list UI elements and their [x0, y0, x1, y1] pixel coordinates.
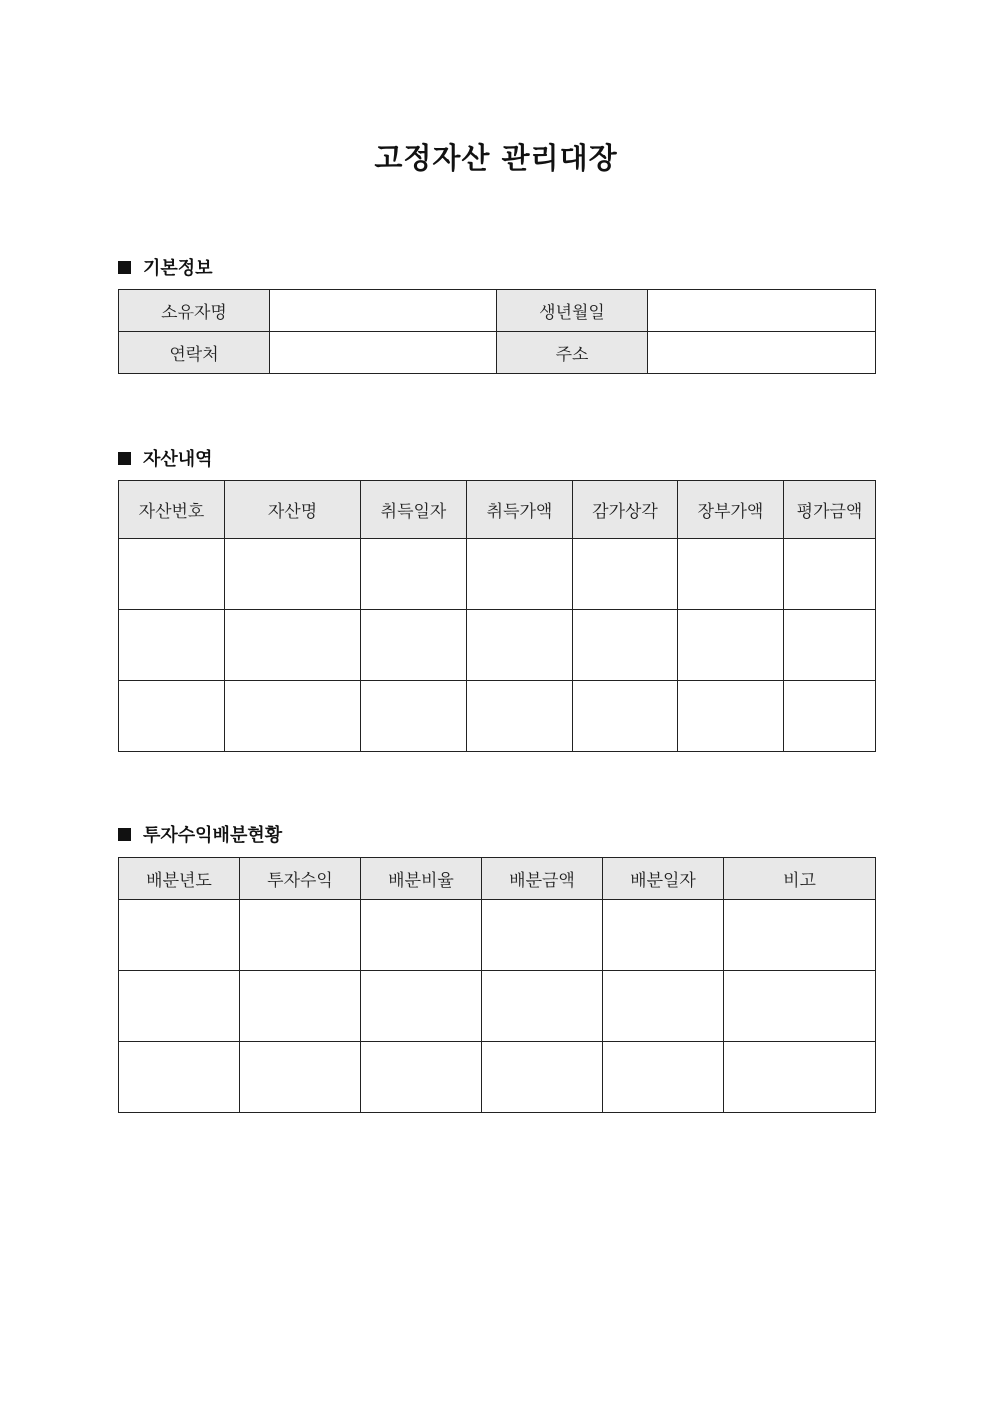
table-row — [119, 681, 876, 752]
column-header: 자산명 — [225, 481, 361, 539]
table-cell[interactable] — [603, 900, 724, 971]
table-cell[interactable] — [361, 681, 467, 752]
column-header: 자산번호 — [119, 481, 225, 539]
owner-label: 소유자명 — [119, 290, 270, 332]
profit-distribution-heading-label: 투자수익배분현황 — [143, 825, 283, 846]
table-cell[interactable] — [482, 1042, 603, 1113]
table-cell[interactable] — [784, 539, 876, 610]
page-title: 고정자산 관리대장 — [374, 141, 618, 175]
square-bullet-icon — [118, 452, 131, 465]
table-cell[interactable] — [678, 539, 784, 610]
table-cell[interactable] — [573, 539, 678, 610]
table-cell[interactable] — [225, 681, 361, 752]
basic-info-table — [118, 289, 876, 374]
table-cell[interactable] — [119, 539, 225, 610]
column-header: 장부가액 — [678, 481, 784, 539]
table-row — [119, 971, 876, 1042]
table-cell[interactable] — [467, 681, 573, 752]
table-cell[interactable] — [573, 610, 678, 681]
column-header: 취득일자 — [361, 481, 467, 539]
table-cell[interactable] — [225, 610, 361, 681]
column-header: 감가상각 — [573, 481, 678, 539]
column-header: 배분일자 — [603, 858, 724, 900]
column-header: 취득가액 — [467, 481, 573, 539]
table-cell[interactable] — [724, 971, 876, 1042]
assets-heading — [118, 445, 213, 471]
table-row — [119, 610, 876, 681]
table-cell[interactable] — [724, 900, 876, 971]
table-cell[interactable] — [467, 539, 573, 610]
column-header: 평가금액 — [784, 481, 876, 539]
square-bullet-icon — [118, 828, 131, 841]
table-cell[interactable] — [240, 1042, 361, 1113]
table-row — [119, 539, 876, 610]
table-cell[interactable] — [724, 1042, 876, 1113]
table-cell[interactable] — [119, 681, 225, 752]
table-cell[interactable] — [467, 610, 573, 681]
table-cell[interactable] — [361, 539, 467, 610]
table-cell[interactable] — [784, 610, 876, 681]
table-cell[interactable] — [361, 610, 467, 681]
basic-info-heading — [118, 254, 213, 280]
column-header: 비고 — [724, 858, 876, 900]
basic-info-heading-label: 기본정보 — [143, 258, 213, 279]
table-cell[interactable] — [678, 610, 784, 681]
square-bullet-icon — [118, 261, 131, 274]
table-cell[interactable] — [361, 971, 482, 1042]
column-header: 배분년도 — [119, 858, 240, 900]
table-cell[interactable] — [678, 681, 784, 752]
profit-distribution-table — [118, 857, 876, 1113]
assets-heading-label: 자산내역 — [143, 449, 213, 470]
column-header: 투자수익 — [240, 858, 361, 900]
table-cell[interactable] — [119, 1042, 240, 1113]
owner-field[interactable] — [270, 290, 497, 332]
assets-header-row — [119, 481, 876, 539]
table-cell[interactable] — [603, 971, 724, 1042]
profit-distribution-heading — [118, 821, 282, 847]
table-cell[interactable] — [240, 971, 361, 1042]
column-header: 배분금액 — [482, 858, 603, 900]
table-cell[interactable] — [119, 971, 240, 1042]
assets-table — [118, 480, 876, 752]
table-cell[interactable] — [361, 900, 482, 971]
birth-field[interactable] — [648, 290, 876, 332]
address-label: 주소 — [497, 332, 648, 374]
table-row — [119, 900, 876, 971]
table-cell[interactable] — [573, 681, 678, 752]
profit-header-row — [119, 858, 876, 900]
table-cell[interactable] — [119, 900, 240, 971]
contact-field[interactable] — [270, 332, 497, 374]
table-cell[interactable] — [361, 1042, 482, 1113]
table-cell[interactable] — [784, 681, 876, 752]
table-cell[interactable] — [225, 539, 361, 610]
table-row — [119, 1042, 876, 1113]
table-cell[interactable] — [603, 1042, 724, 1113]
table-cell[interactable] — [240, 900, 361, 971]
column-header: 배분비율 — [361, 858, 482, 900]
table-cell[interactable] — [482, 900, 603, 971]
address-field[interactable] — [648, 332, 876, 374]
contact-label: 연락처 — [119, 332, 270, 374]
birth-label: 생년월일 — [497, 290, 648, 332]
table-cell[interactable] — [119, 610, 225, 681]
table-cell[interactable] — [482, 971, 603, 1042]
